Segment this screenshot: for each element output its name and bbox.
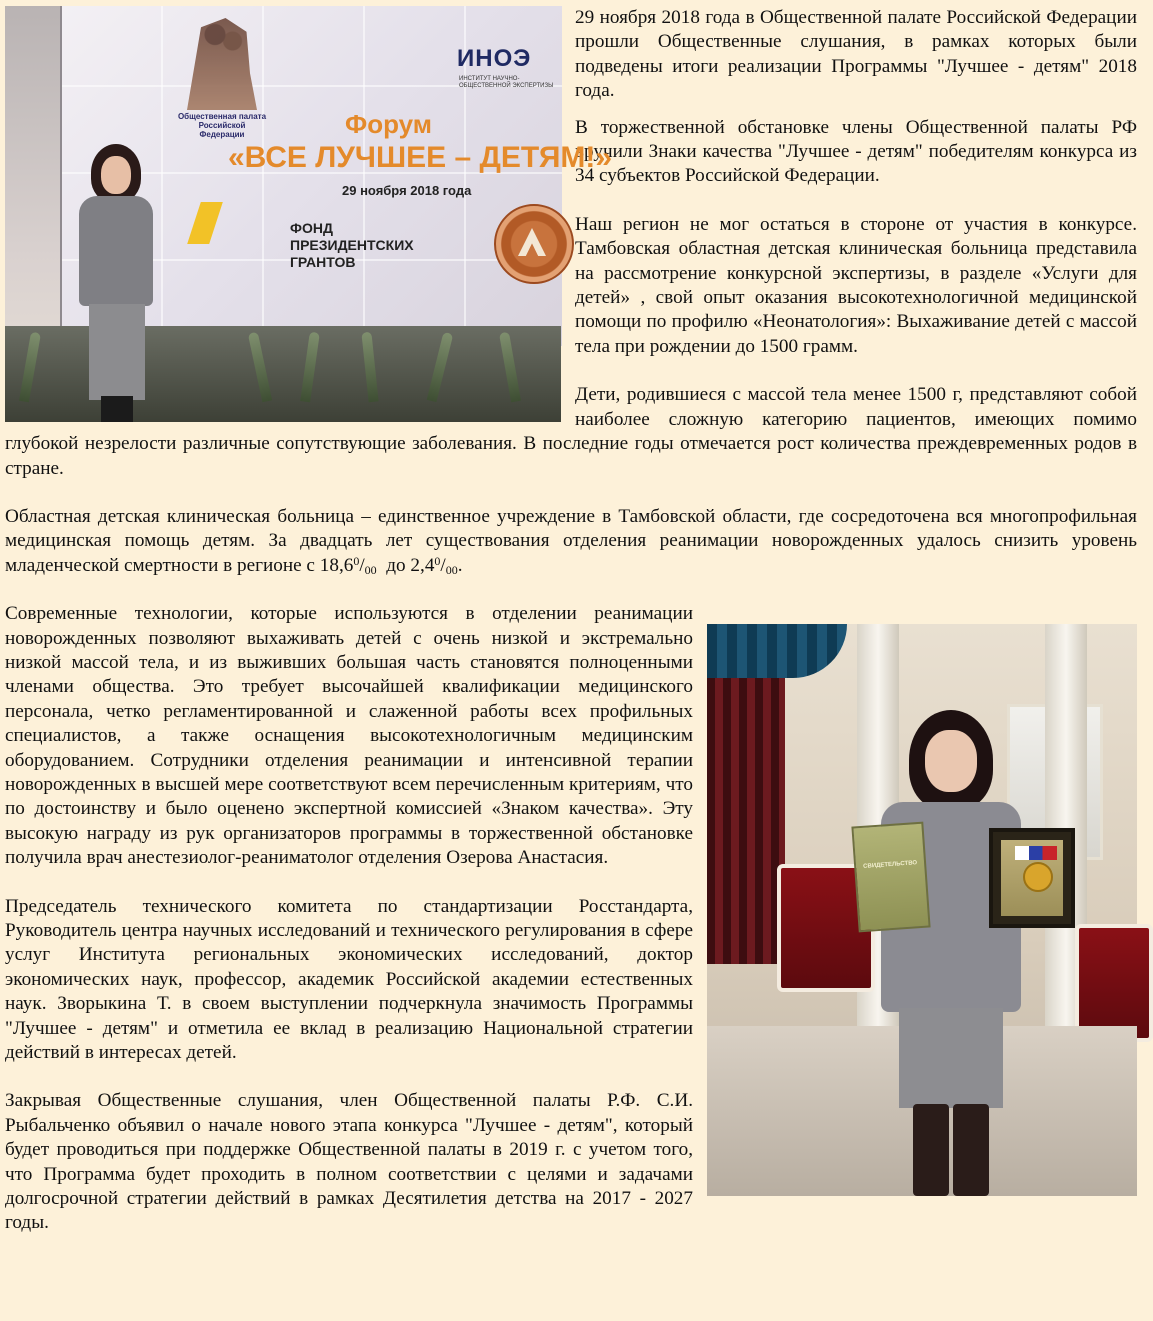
certificate xyxy=(851,822,930,933)
certificate-title: СВИДЕТЕЛЬСТВО xyxy=(863,860,918,871)
award-photo xyxy=(707,624,1137,1196)
mortality-value-to: 2,4 xyxy=(410,554,435,576)
paragraph-5: Областная детская клиническая больница – единственное учреждение в Тамбовской области, где сосредоточена вся многопрофильная медицинская помощь детям. За двадцать лет существования отделения реанимации новорожденных удалось снизить уровень младенческой смертности в регионе с $18,6^0/_{00}$ до $2,4^0/_{00}$. xyxy=(5,505,1137,577)
paragraph-8: Закрывая Общественные слушания, член Общественной палаты Р.Ф. С.И. Рыбальченко объявил о начале нового этапа конкурса "Лучшее - детям", который будет проводиться при поддержке Общественной палаты в 2019 г. с учетом того, что Программа будет проходить в полном соответствии с целями и задачами долгосрочной стратегии действий в рамках Десятилетия детства на 2017 - 2027 годы. xyxy=(5,1090,693,1234)
mortality-join: до xyxy=(386,554,406,576)
medal-icon xyxy=(1023,862,1053,892)
red-sofa xyxy=(1075,924,1153,1042)
fund-logo-mark xyxy=(187,202,223,244)
paragraph-3: Наш регион не мог остаться в стороне от участия в конкурсе. Тамбовская областная детская клиническая больница представила на рассмотрение конкурсной экспертизы, в разделе «Услуги для детей» , свой опыт оказания высокотехнологичной медицинской помощи по профилю «Неонатология»: Выхаживание детей с массой тела при рождении до 1500 грамм. xyxy=(575,213,1137,357)
public-chamber-logo xyxy=(187,18,257,110)
public-chamber-caption: Общественная палата Российской Федерации xyxy=(177,112,267,139)
mortality-value-from: 18,6 xyxy=(319,554,354,576)
paragraph-5-text: Областная детская клиническая больница – единственное учреждение в Тамбовской области, где сосредоточена вся многопрофильная медицинская помощь детям. За двадцать лет существования отделения реанимации новорожденных удалось снизить уровень младенческой смертности в регионе с xyxy=(5,505,1137,576)
forum-date: 29 ноября 2018 года xyxy=(342,183,472,198)
forum-title: «ВСЕ ЛУЧШЕЕ – ДЕТЯМ!» xyxy=(228,141,613,174)
permille-bottom: 00 xyxy=(445,562,458,577)
paragraph-2: В торжественной обстановке члены Общественной палаты РФ вручили Знаки качества "Лучшее - детям" победителям конкурса из 34 субъектов Российской Федерации. xyxy=(575,116,1137,187)
article xyxy=(5,6,1137,1236)
permille-top: 0 xyxy=(434,553,441,568)
paragraph-7: Председатель технического комитета по стандартизации Росстандарта, Руководитель центра научных исследований и технического регулирования в сфере услуг Института региональных экономических исследований, доктор экономических наук, профессор, академик Российской академии естественных наук. Зворыкина Т. в своем выступлении подчеркнула значимость Программы "Лучшее - детям" и отметила ее вклад в реализацию Национальной стратегии действий в интересах детей. xyxy=(5,895,693,1064)
curtain-valance xyxy=(707,624,847,678)
paragraph-1: 29 ноября 2018 года в Общественной палате Российской Федерации прошли Общественные слушания, в рамках которых были подведены итоги реализации Программы "Лучшее - детям" 2018 года. xyxy=(575,7,1137,102)
inoe-logo: ИНОЭ xyxy=(457,45,532,72)
person xyxy=(847,710,1077,1196)
framed-medal xyxy=(989,828,1075,928)
medal-ribbon xyxy=(1015,846,1057,860)
forum-word: Форум xyxy=(345,109,432,139)
paragraph-6: Современные технологии, которые используются в отделении реанимации новорожденных позволяют выхаживать детей с очень низкой и экстремально низкой массой тела, и из выживших большая часть становятся полноценными членами общества. Это требует высочайшей квалификации медицинского персонала, четко регламентированной и слаженной работы всех профильных специалистов, а также оснащения высокотехнологичным медицинским оборудованием. Сотрудники отделения реанимации и интенсивной терапии новорожденных в высшей мере соответствуют всем перечисленным критериям, что по достоинству и было оценено экспертной комиссией «Знаком качества». Эту высокую награду из рук организаторов программы в торжественной обстановке получила врач анестезиолог-реаниматолог отделения Озерова Анастасия. xyxy=(5,603,693,869)
permille-bottom: 00 xyxy=(364,562,377,577)
permille-top: 0 xyxy=(353,553,360,568)
inoe-subtitle: ИНСТИТУТ НАУЧНО-ОБЩЕСТВЕННОЙ ЭКСПЕРТИЗЫ xyxy=(459,76,554,89)
forum-photo xyxy=(5,6,613,422)
person xyxy=(73,144,159,422)
fund-name: ФОНД ПРЕЗИДЕНТСКИХ ГРАНТОВ xyxy=(290,220,414,270)
paragraph-4: Дети, родившиеся с массой тела менее 1500 г, представляют собой наиболее сложную категорию пациентов, имеющих помимо глубокой незрелости различные сопутствующие заболевания. В последние годы отмечается рост количества преждевременных родов в стране. xyxy=(5,384,1137,479)
